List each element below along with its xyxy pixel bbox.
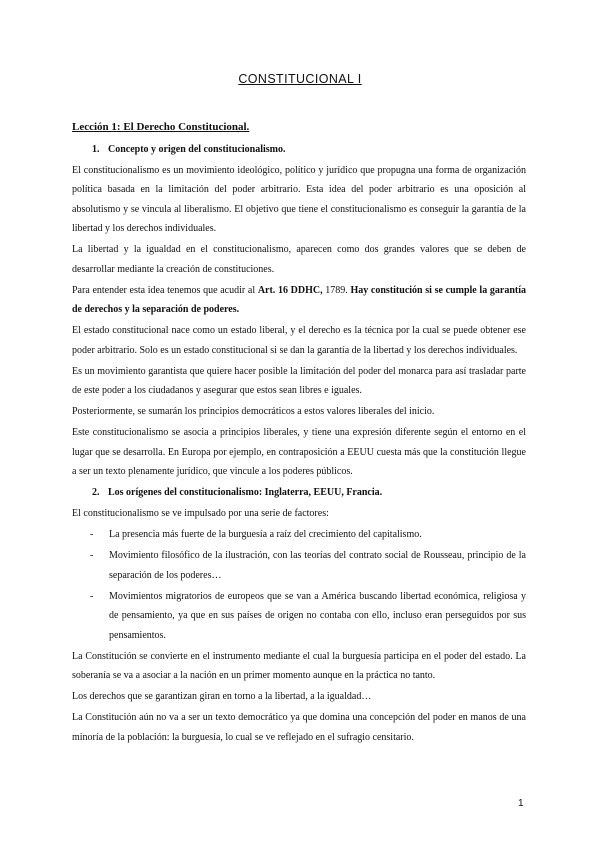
document-body [72, 118, 526, 749]
section-number: 2. [92, 487, 100, 498]
section-title: Concepto y origen del constitucionalismo. [108, 143, 286, 155]
factors-list [72, 525, 526, 645]
paragraph: La Constitución aún no va a ser un texto democrático ya que domina una concepción del poder en manos de una minoría de la población: la burguesía, lo cual se ve reflejado en el sufragio censitario. [72, 712, 526, 743]
paragraph: La libertad y la igualdad en el constitucionalismo, aparecen como dos grandes valores que se deben de desarrollar mediante la creación de constituciones. [72, 244, 526, 275]
section-heading-1 [72, 140, 526, 160]
paragraph: Posteriormente, se sumarán los principios democráticos a estos valores liberales del inicio. [72, 406, 435, 417]
lesson-heading: Lección 1: El Derecho Constitucional. [72, 121, 250, 133]
text-run: 1789. [322, 284, 351, 296]
dash-bullet: - [90, 590, 94, 602]
paragraph: Es un movimiento garantista que quiere hacer posible la limitación del poder del monarca para así trasladar parte de este poder a los ciudadanos y asegurar que estos sean libres e iguales. [72, 365, 526, 396]
paragraph: El estado constitucional nace como un estado liberal, y el derecho es la técnica por la cual se puede obtener ese poder arbitrario. Solo es un estado constitucional si se dan la garantía de la libertad y los derechos individuales. [72, 325, 526, 356]
paragraph: El constitucionalismo es un movimiento ideológico, político y jurídico que propugna una forma de organización política basada en la limitación del poder arbitrario. Esta idea del poder arbitrario es una oposición al absolutismo y se vincula al liberalismo. El objetivo que tiene el constitucionalismo es conseguir la garantía de la libertad y los derechos individuales. [72, 164, 526, 234]
dash-bullet: - [90, 550, 94, 561]
paragraph: La Constitución se convierte en el instrumento mediante el cual la burguesía participa en el poder del estado. La soberanía se va a asociar a la nación en un primer momento aunque en la práctica no tanto. [72, 650, 526, 681]
dash-bullet: - [90, 529, 94, 540]
list-item [72, 546, 526, 585]
page-number: 1 [518, 798, 524, 809]
section-number: 1. [92, 143, 100, 155]
list-item [72, 587, 526, 646]
section-title: Los orígenes del constitucionalismo: Inglaterra, EEUU, Francia. [108, 487, 383, 498]
list-item-text: Movimientos migratorios de europeos que se van a América buscando libertad económica, religiosa y de pensamiento, ya que en sus países de origen no contaba con ello, incluso eran perseguidos por sus pensamientos. [109, 590, 526, 641]
paragraph: Los derechos que se garantizan giran en torno a la libertad, a la igualdad… [72, 691, 372, 702]
text-run: Para entender esta idea tenemos que acudir al [72, 284, 258, 296]
list-item-text: Movimiento filosófico de la ilustración, con las teorías del contrato social de Rousseau, principio de la separación de los poderes… [109, 550, 526, 581]
bold-run: Hay constitución si se cumple la garantía de derechos y la separación de poderes. [72, 284, 526, 315]
section-heading-2 [72, 483, 526, 503]
document-title: CONSTITUCIONAL I [238, 72, 362, 86]
list-item [72, 525, 526, 545]
list-item-text: La presencia más fuerte de la burguesía a raíz del crecimiento del capitalismo. [109, 529, 422, 540]
paragraph: Este constitucionalismo se asocia a principios liberales, y tiene una expresión diferente según el entorno en el lugar que se desarrolla. En Europa por ejemplo, en contraposición a EEUU cuesta más que la constitución llegue a ser un texto plenamente jurídico, que vincule a los poderes públicos. [72, 427, 526, 477]
paragraph-art16 [72, 281, 526, 320]
paragraph: El constitucionalismo se ve impulsado por una serie de factores: [72, 508, 329, 519]
bold-run: Art. 16 DDHC, [257, 284, 323, 296]
